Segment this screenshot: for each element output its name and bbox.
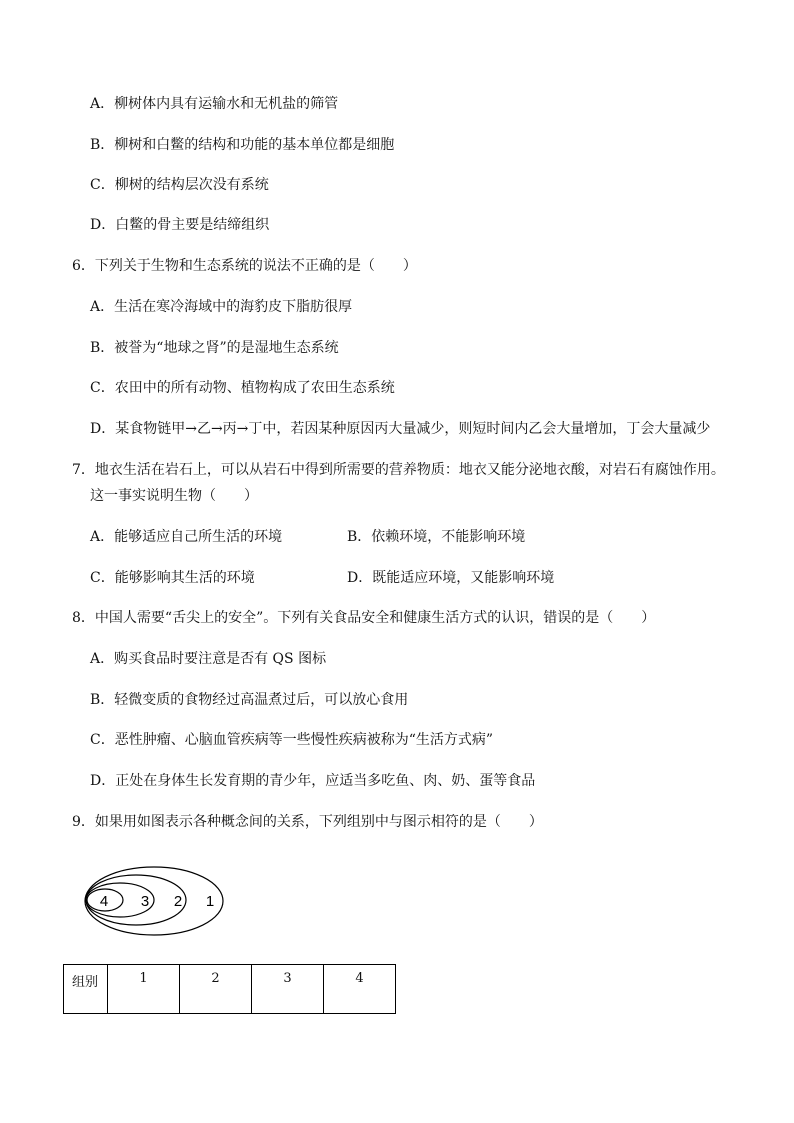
q5-option-a: A．柳树体内具有运输水和无机盐的筛管 [90, 96, 339, 112]
q5-option-d: D．白鳖的骨主要是结缔组织 [90, 217, 270, 233]
ellipse-label-2: 2 [173, 893, 183, 910]
q6-option-c: C．农田中的所有动物、植物构成了农田生态系统 [90, 380, 395, 396]
q8-option-c: C．恶性肿瘤、心脑血管疾病等一些慢性疾病被称为“生活方式病” [90, 732, 494, 748]
q8-option-a: A．购买食品时要注意是否有 QS 图标 [90, 651, 327, 667]
question-8: 8．中国人需要“舌尖上的安全”。下列有关食品安全和健康生活方式的认识，错误的是（ ） [72, 610, 656, 626]
q7-option-d: D．既能适应环境，又能影响环境 [347, 570, 555, 586]
q8-option-d: D．正处在身体生长发育期的青少年，应适当多吃鱼、肉、奶、蛋等食品 [90, 773, 536, 789]
q6-option-b: B．被誉为“地球之肾”的是湿地生态系统 [90, 340, 339, 356]
answer-table [63, 964, 396, 1014]
table-row [64, 965, 396, 1014]
question-6: 6．下列关于生物和生态系统的说法不正确的是（ ） [72, 258, 417, 274]
question-7-continued: 这一事实说明生物（ ） [90, 488, 258, 504]
ellipse-label-4: 4 [99, 893, 109, 910]
question-9: 9．如果用如图表示各种概念间的关系，下列组别中与图示相符的是（ ） [72, 814, 543, 830]
ellipse-label-1: 1 [205, 893, 215, 910]
table-column-1: 1 [108, 965, 180, 1014]
table-header-cell: 组别 [64, 965, 108, 1014]
q7-option-a: A．能够适应自己所生活的环境 [90, 529, 283, 545]
table-column-2: 2 [180, 965, 252, 1014]
q6-option-a: A．生活在寒冷海域中的海豹皮下脂肪很厚 [90, 299, 353, 315]
question-7: 7．地衣生活在岩石上，可以从岩石中得到所需要的营养物质：地衣又能分泌地衣酸，对岩石有腐蚀作用。 [72, 462, 725, 478]
table-column-3: 3 [252, 965, 324, 1014]
table-column-4: 4 [324, 965, 396, 1014]
q5-option-c: C．柳树的结构层次没有系统 [90, 177, 269, 193]
q5-option-b: B．柳树和白鳖的结构和功能的基本单位都是细胞 [90, 137, 395, 153]
q7-option-c: C．能够影响其生活的环境 [90, 570, 255, 586]
q6-option-d: D．某食物链甲→乙→丙→丁中，若因某种原因丙大量减少，则短时间内乙会大量增加，丁会大量减少 [90, 421, 711, 437]
ellipse-label-3: 3 [140, 893, 150, 910]
nested-concept-diagram [84, 866, 229, 938]
q7-option-b: B．依赖环境，不能影响环境 [347, 529, 526, 545]
q8-option-b: B．轻微变质的食物经过高温煮过后，可以放心食用 [90, 692, 409, 708]
